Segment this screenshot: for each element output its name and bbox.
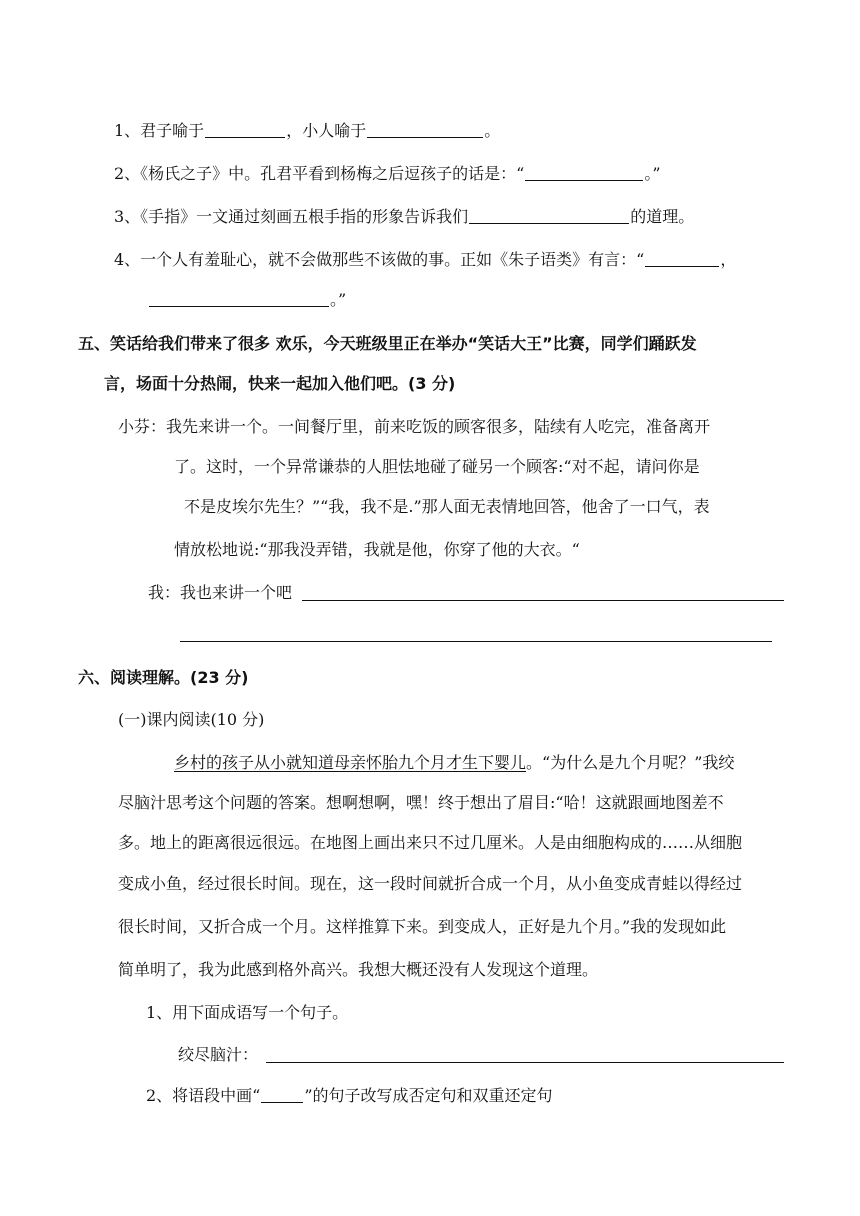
q-text: 1、君子喻于 [114, 121, 205, 140]
answer-blank[interactable] [645, 250, 719, 267]
joke-line: 不是皮埃尔先生？”“我，我不是.”那人面无表情地回答，他舍了一口气，表 [184, 497, 710, 516]
question-4-4 [114, 250, 736, 270]
joke-line: 小芬：我先来讲一个。一间餐厅里，前来吃饭的顾客很多，陆续有人吃完，准备离开 [118, 417, 711, 436]
passage-line [174, 753, 734, 773]
subsection-title: (一)课内阅读(10 分) [118, 710, 265, 729]
q-text: 。” [644, 164, 661, 183]
joke-line: 情放松地说:“那我没弄错，我就是他，你穿了他的大衣。“ [174, 540, 580, 559]
passage-line: 简单明了，我为此感到格外高兴。我想大概还没有人发现这个道理。 [118, 960, 599, 979]
section-5-title: 五、笑话给我们带来了很多 欢乐，今天班级里正在举办“笑话大王”比赛，同学们踊跃发 [78, 334, 697, 353]
question-6-1-label: 绞尽脑汁： [178, 1045, 259, 1064]
q-text: 2、将语段中画“ [146, 1086, 261, 1105]
section-6-title: 六、阅读理解。(23 分) [78, 668, 249, 687]
q-text: ”的句子改写成否定句和双重还定句 [304, 1086, 553, 1105]
question-4-2 [114, 164, 661, 184]
q-text: ， [720, 250, 737, 269]
q-text: 4、一个人有羞耻心，就不会做那些不该做的事。正如《朱子语类》有言：“ [114, 250, 645, 269]
answer-line[interactable] [180, 641, 772, 642]
question-4-4-cont [148, 290, 346, 310]
answer-line[interactable] [266, 1062, 784, 1063]
joke-line: 了。这时，一个异常谦恭的人胆怯地碰了碰另一个顾客:“对不起，请问你是 [174, 457, 700, 476]
passage-text: 。“为什么是九个月呢？”我绞 [526, 753, 735, 772]
q-text: 2、《杨氏之子》中。孔君平看到杨梅之后逗孩子的话是：“ [114, 164, 525, 183]
question-6-2 [146, 1086, 553, 1106]
answer-blank[interactable] [367, 121, 483, 138]
q-text: ，小人喻于 [286, 121, 367, 140]
answer-line[interactable] [302, 600, 784, 601]
underline-sample [261, 1086, 303, 1103]
answer-blank[interactable] [525, 164, 643, 181]
answer-blank[interactable] [205, 121, 285, 138]
passage-line: 多。地上的距离很远很远。在地图上画出来只不过几厘米。人是由细胞构成的……从细胞 [118, 833, 743, 852]
q-text: 。” [330, 290, 347, 309]
answer-blank[interactable] [469, 207, 629, 224]
question-4-1 [114, 121, 500, 141]
passage-line: 尽脑汁思考这个问题的答案。想啊想啊，嘿！终于想出了眉目:“哈！这就跟画地图差不 [118, 793, 724, 812]
underlined-sentence: 乡村的孩子从小就知道母亲怀胎九个月才生下婴儿 [174, 753, 527, 772]
answer-blank[interactable] [149, 290, 329, 307]
q-text: 的道理。 [630, 207, 695, 226]
my-joke-prompt: 我：我也来讲一个吧 [148, 583, 293, 602]
question-4-3 [114, 207, 694, 227]
question-6-1: 1、用下面成语写一个句子。 [146, 1003, 349, 1022]
section-5-title-cont: 言，场面十分热闹，快来一起加入他们吧。(3 分) [104, 374, 456, 393]
q-text: 。 [484, 121, 501, 140]
q-text: 3、《手指》一文通过刻画五根手指的形象告诉我们 [114, 207, 469, 226]
passage-line: 很长时间，又折合成一个月。这样推算下来。到变成人，正好是九个月。”我的发现如此 [118, 917, 727, 936]
passage-line: 变成小鱼，经过很长时间。现在，这一段时间就折合成一个月，从小鱼变成青蛙以得经过 [118, 874, 743, 893]
